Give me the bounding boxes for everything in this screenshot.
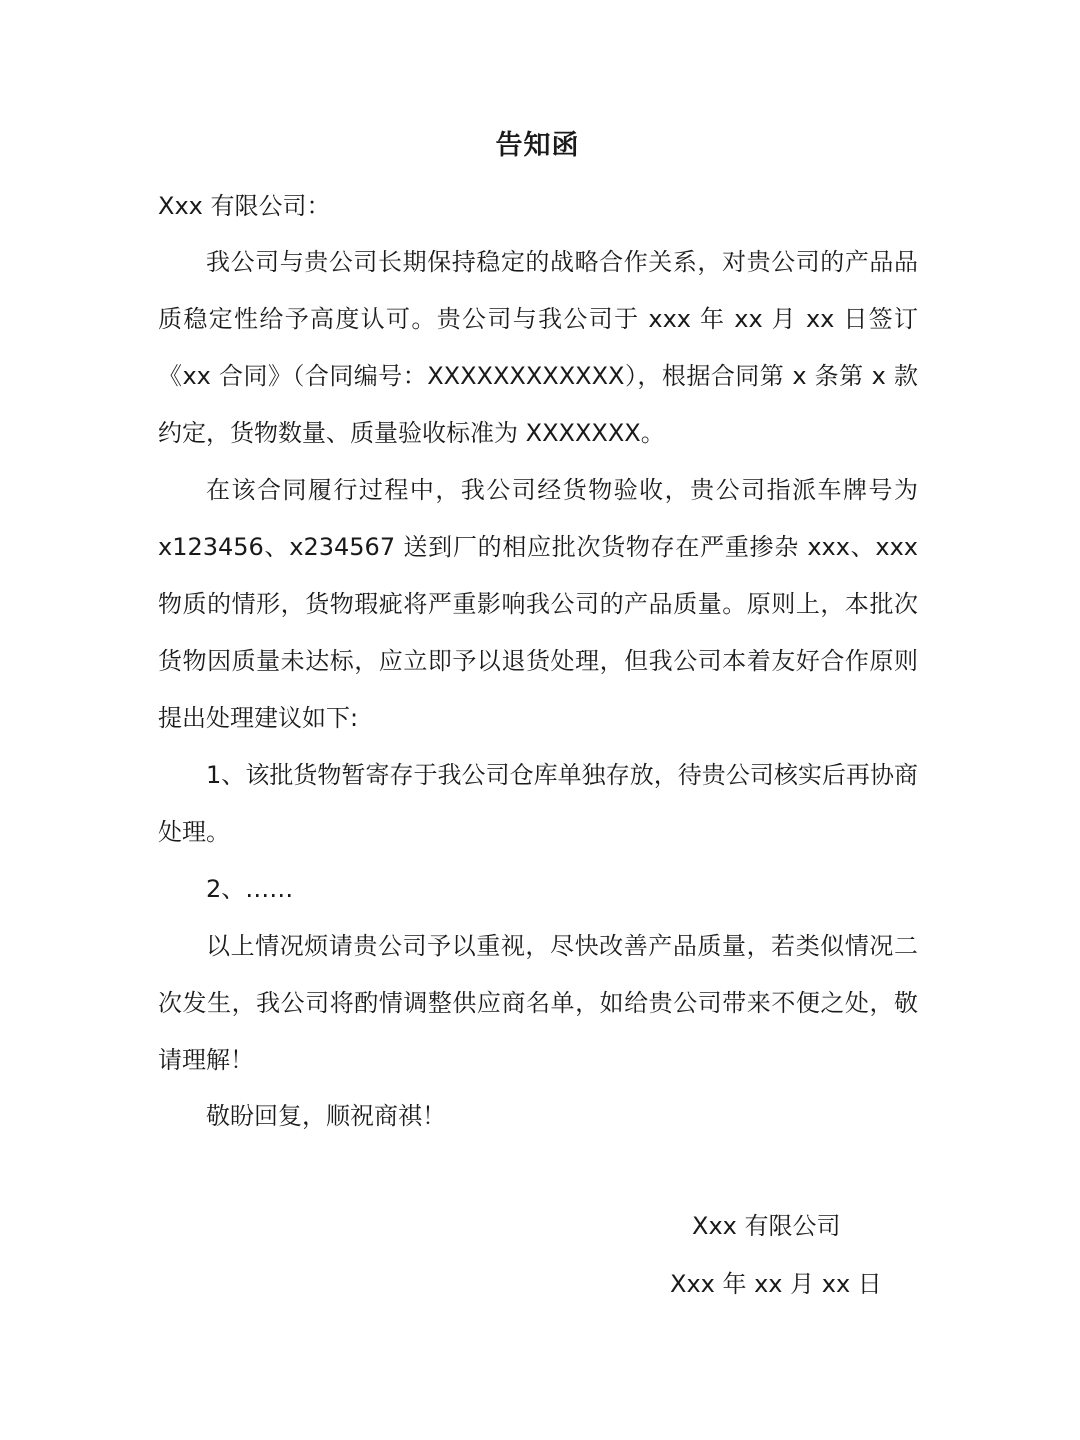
signature-date: Xxx 年 xx 月 xx 日 xyxy=(670,1270,882,1298)
paragraph-cooperation: 我公司与贵公司长期保持稳定的战略合作关系，对贵公司的产品品质稳定性给予高度认可。贵公司与我公司于 xxx 年 xx 月 xx 日签订《xx 合同》（合同编号：XXXXXXXXXXXX），根据合同第 x 条第 x 款约定，货物数量、质量验收标准为 XXXXXXX。 xyxy=(158,248,918,447)
paragraph-request: 以上情况烦请贵公司予以重视，尽快改善产品质量，若类似情况二次发生，我公司将酌情调整供应商名单，如给贵公司带来不便之处，敬请理解！ xyxy=(158,932,918,1074)
signature-company: Xxx 有限公司 xyxy=(692,1212,841,1240)
paragraph-quality-issue: 在该合同履行过程中，我公司经货物验收，贵公司指派车牌号为 x123456、x234567 送到厂的相应批次货物存在严重掺杂 xxx、xxx 物质的情形，货物瑕疵将严重影响我公司的产品质量。原则上，本批次货物因质量未达标，应立即予以退货处理，但我公司本着友好合作原则提出处理建议如下: xyxy=(158,476,918,732)
paragraph-closing: 敬盼回复，顺祝商祺！ xyxy=(206,1102,446,1130)
paragraph-suggestion-2: 2、…… xyxy=(206,875,294,903)
addressee-line: Xxx 有限公司： xyxy=(158,192,331,220)
document-title: 告知函 xyxy=(495,130,580,161)
paragraph-suggestion-1: 1、该批货物暂寄存于我公司仓库单独存放，待贵公司核实后再协商处理。 xyxy=(158,761,918,846)
